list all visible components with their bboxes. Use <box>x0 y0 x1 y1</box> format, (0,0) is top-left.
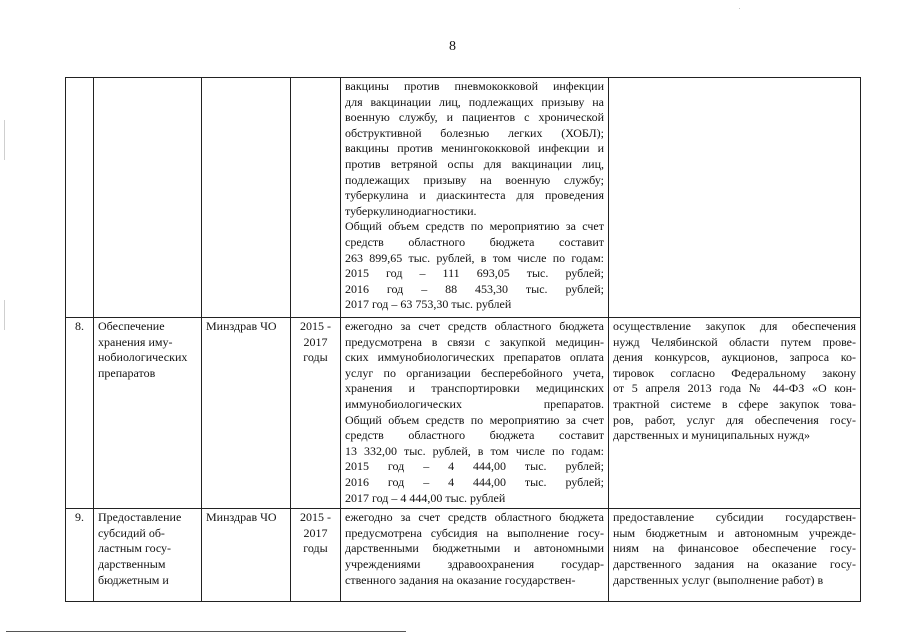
description-line: 2015 год – 4 444,00 тыс. рублей; <box>345 459 604 474</box>
description-line: 2016 год – 88 453,30 тыс. рублей; <box>345 281 604 296</box>
result-line: трактной системе в сфере закупок това- <box>613 396 856 411</box>
description-line: Общий объем средств по мероприятию за счет <box>345 219 604 234</box>
measure-name-line: Предоставление <box>98 510 182 525</box>
measure-description <box>341 509 609 602</box>
description-line: для вакцинации лиц, подлежащих призыву на <box>345 94 604 109</box>
margin-mark <box>4 300 5 330</box>
description-line: средств областного бюджета составит <box>345 428 604 443</box>
description-line: подлежащих призыву на военную службу; <box>345 172 604 187</box>
description-line: 2016 год – 4 444,00 тыс. рублей; <box>345 474 604 489</box>
description-line: учреждениями здравоохранения государ- <box>345 556 604 571</box>
measure-name-line: ластным госу- <box>98 541 172 556</box>
result-line: предоставление субсидии государствен- <box>613 510 856 525</box>
description-line: военную службу, и пациентов с хронической <box>345 110 604 125</box>
description-line: туберкулина и диаскинтеста для проведения <box>345 188 604 203</box>
years <box>291 78 341 318</box>
description-line: ежегодно за счет средств областного бюджета <box>345 319 604 333</box>
years-line: 2015 - <box>300 510 331 525</box>
measure-name-line: хранения иму- <box>98 334 173 349</box>
description-line: хранения и транспортировки медицинских <box>345 381 604 396</box>
description-line: предусмотрена в связи с закупкой медицин- <box>345 334 604 349</box>
description-line: ежегодно за счет средств областного бюджета <box>345 510 604 525</box>
measure-name-line: бюджетным и <box>98 572 169 587</box>
table-row <box>66 78 861 318</box>
executor <box>202 78 291 318</box>
description-line: против ветряной оспы для вакцинации лиц, <box>345 156 604 171</box>
executor: Минздрав ЧО <box>202 509 291 602</box>
description-line: 2015 год – 111 693,05 тыс. рублей; <box>345 266 604 281</box>
years-line: годы <box>303 350 328 365</box>
result-line: тировок согласно Федеральному закону <box>613 365 856 380</box>
description-line: дарственными бюджетными и автономными <box>345 541 604 556</box>
description-line: ственного задания на оказание государствен- <box>345 572 576 587</box>
description-line: вакцины против пневмококковой инфекции <box>345 79 604 93</box>
description-line: туберкулинодиагностики. <box>345 203 477 218</box>
result-line: дарственных и муниципальных нужд» <box>613 428 810 443</box>
description-line: услуг по организации бесперебойного учета, <box>345 365 604 380</box>
measure-name <box>94 509 202 602</box>
years <box>291 509 341 602</box>
measure-name-line: дарственным <box>98 556 166 571</box>
measure-name-line: Обеспечение <box>98 319 165 333</box>
result-line: осуществление закупок для обеспечения <box>613 319 856 333</box>
row-number: 8. <box>66 318 94 509</box>
margin-mark <box>4 120 5 160</box>
measure-description <box>341 78 609 318</box>
description-line: 2017 год – 4 444,00 тыс. рублей <box>345 490 506 505</box>
row-number <box>66 78 94 318</box>
result-line: дарственного задания на оказание госу- <box>613 556 856 571</box>
measure-name-line: субсидий об- <box>98 525 165 540</box>
expected-result <box>609 78 861 318</box>
result-line: ниям на финансовое обеспечение госу- <box>613 541 856 556</box>
description-line: Общий объем средств по мероприятию за счет <box>345 412 604 427</box>
page-number: 8 <box>449 39 456 54</box>
footnote-rule <box>6 631 406 632</box>
table-row <box>66 509 861 602</box>
corner-mark: · <box>738 3 741 13</box>
measure-name <box>94 78 202 318</box>
years-line: 2017 <box>303 525 328 540</box>
description-line: иммунобиологических препаратов. <box>345 396 604 411</box>
expected-result <box>609 318 861 509</box>
result-line: дения конкурсов, аукционов, запроса ко- <box>613 350 856 365</box>
description-line: 13 332,00 тыс. рублей, в том числе по годам: <box>345 443 604 458</box>
executor: Минздрав ЧО <box>202 318 291 509</box>
result-line: дарственных услуг (выполнение работ) в <box>613 572 824 587</box>
description-line: ских иммунобиологических препаратов оплата <box>345 350 604 365</box>
description-line: обструктивной болезнью легких (ХОБЛ); <box>345 125 604 140</box>
program-table <box>65 77 861 602</box>
measure-name <box>94 318 202 509</box>
description-line: средств областного бюджета составит <box>345 234 604 249</box>
description-line: предусмотрена субсидия на выполнение госу- <box>345 525 604 540</box>
years-line: 2015 - <box>300 319 331 333</box>
table-body <box>66 78 861 602</box>
description-line: вакцины против менингококковой инфекции и <box>345 141 604 156</box>
measure-name-line: препаратов <box>98 365 156 380</box>
description-line: 263 899,65 тыс. рублей, в том числе по годам: <box>345 250 604 265</box>
result-line: ным бюджетным и автономным учрежде- <box>613 525 856 540</box>
years-line: 2017 <box>303 334 328 349</box>
years-line: годы <box>303 541 328 556</box>
expected-result <box>609 509 861 602</box>
description-line: 2017 год – 63 753,30 тыс. рублей <box>345 297 512 312</box>
measure-description <box>341 318 609 509</box>
measure-name-line: нобиологических <box>98 350 188 365</box>
row-number: 9. <box>66 509 94 602</box>
table-row <box>66 318 861 509</box>
years <box>291 318 341 509</box>
result-line: от 5 апреля 2013 года № 44-ФЗ «О кон- <box>613 381 856 396</box>
result-line: нужд Челябинской области путем прове- <box>613 334 856 349</box>
result-line: ров, работ, услуг для обеспечения госу- <box>613 412 856 427</box>
